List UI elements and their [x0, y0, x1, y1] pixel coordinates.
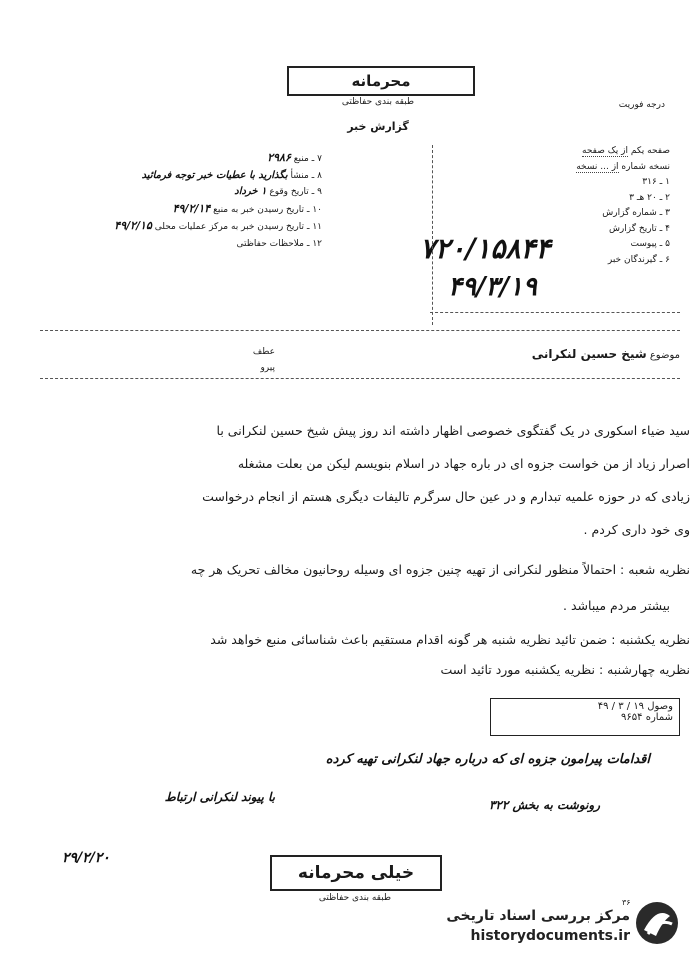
- top-classification-stamp: محرمانه: [287, 66, 475, 96]
- annotation-date: ۲۹/۲/۲۰: [62, 850, 110, 866]
- subject-value: شیخ حسین لنکرانی: [531, 347, 647, 361]
- body-line: وی خود داری کردم .: [583, 522, 690, 537]
- field-row: ۱ ـ ۳۱۶: [642, 177, 670, 187]
- register-box: [490, 698, 680, 736]
- field-row: صفحه یکم از یک صفحه: [582, 146, 670, 156]
- handwritten-reg-date: ۴۹/۳/۱۹: [448, 272, 537, 302]
- body-line: سید ضیاء اسکوری در یک گفتگوی خصوصی اظهار داشته اند روز پیش شیخ حسین لنکرانی با: [216, 423, 690, 438]
- field-row: ۲ ـ ۲۰ هـ ۳: [629, 192, 670, 203]
- field-row: ۱۲ ـ ملاحظات حفاظتی: [236, 238, 322, 249]
- peyro-label: پیرو: [260, 363, 275, 373]
- register-line: شماره ۹۶۵۴: [621, 712, 673, 723]
- degree-label: درجه فوریت: [618, 100, 665, 110]
- archive-url: historydocuments.ir: [470, 928, 630, 944]
- field-row: ۱۰ ـ تاریخ رسیدن خبر به منبع ۴۹/۲/۱۴: [172, 201, 322, 215]
- annotation-line: اقدامات پیرامون جزوه ای که درباره جهاد لنکرانی تهیه کرده: [325, 752, 650, 767]
- body-line: بیشتر مردم میباشد .: [563, 598, 670, 613]
- body-line: نظریه یکشنبه : ضمن تائید نظریه شنبه هر گونه اقدام مستقیم باعث شناسائی منبع خواهد شد: [210, 632, 690, 647]
- field-row: ۶ ـ گیرندگان خبر: [607, 254, 670, 265]
- page-number: ۳۶: [622, 898, 631, 907]
- register-line: وصول ۱۹ / ۳ / ۴۹: [597, 701, 673, 712]
- field-row: ۷ ـ منبع ۲۹۸۶: [267, 151, 322, 164]
- annotation-line: رونوشت به بخش ۳۲۲: [488, 798, 600, 812]
- field-row: ۱۱ ـ تاریخ رسیدن خبر به مرکز عملیات محلی ۴۹/۲/۱۵: [114, 219, 322, 232]
- handwritten-reg-number: ۷۲۰/۱۵۸۴۴: [420, 232, 551, 265]
- body-line: نظریه چهارشنبه : نظریه یکشنبه مورد تائید است: [440, 662, 690, 677]
- bottom-classification-stamp: خیلی محرمانه: [270, 855, 442, 891]
- field-row: نسخه شماره از ... نسخه: [576, 161, 670, 172]
- subject-row: [360, 347, 680, 361]
- separator-line: [40, 330, 680, 331]
- report-title: گزارش خبر: [347, 120, 409, 133]
- archive-logo-icon: [634, 900, 680, 946]
- atf-label: عطف: [252, 347, 275, 357]
- body-line: نظریه شعبه : احتمالاً منظور لنکرانی از تهیه چنین جزوه ای وسیله روحانیون مخالف تحریک هر چه: [190, 562, 690, 577]
- separator-line: [40, 378, 680, 379]
- archive-name: مرکز بررسی اسناد تاریخی: [446, 908, 630, 924]
- left-fields: [22, 150, 322, 252]
- field-row: ۴ ـ تاریخ گزارش: [608, 223, 670, 234]
- separator-line: [430, 312, 680, 313]
- subject-label: موضوع: [649, 350, 680, 361]
- vertical-divider: [432, 145, 433, 325]
- field-row: ۳ ـ شماره گزارش: [602, 208, 670, 218]
- body-line: اصرار زیاد از من خواست جزوه ای در باره جهاد در اسلام بنویسم لیکن من بعلت مشغله: [237, 456, 690, 471]
- body-line: زیادی که در حوزه علمیه تبدارم و در عین حال سرگرم تالیفات دیگری هستم از انجام درخواست: [202, 489, 690, 504]
- annotation-line: با پیوند لنکرانی ارتباط: [164, 790, 275, 804]
- field-row: ۸ ـ منشأ بگذارید با عطیات خبر توجه فرمائید: [141, 169, 322, 181]
- bottom-classification-label: طبقه بندی حفاظتی: [318, 893, 392, 903]
- field-row: ۵ ـ پیوست: [630, 239, 670, 249]
- field-row: ۹ ـ تاریخ وقوع ۱ خرداد: [234, 186, 322, 197]
- top-classification-label: طبقه بندی حفاظتی: [341, 97, 415, 107]
